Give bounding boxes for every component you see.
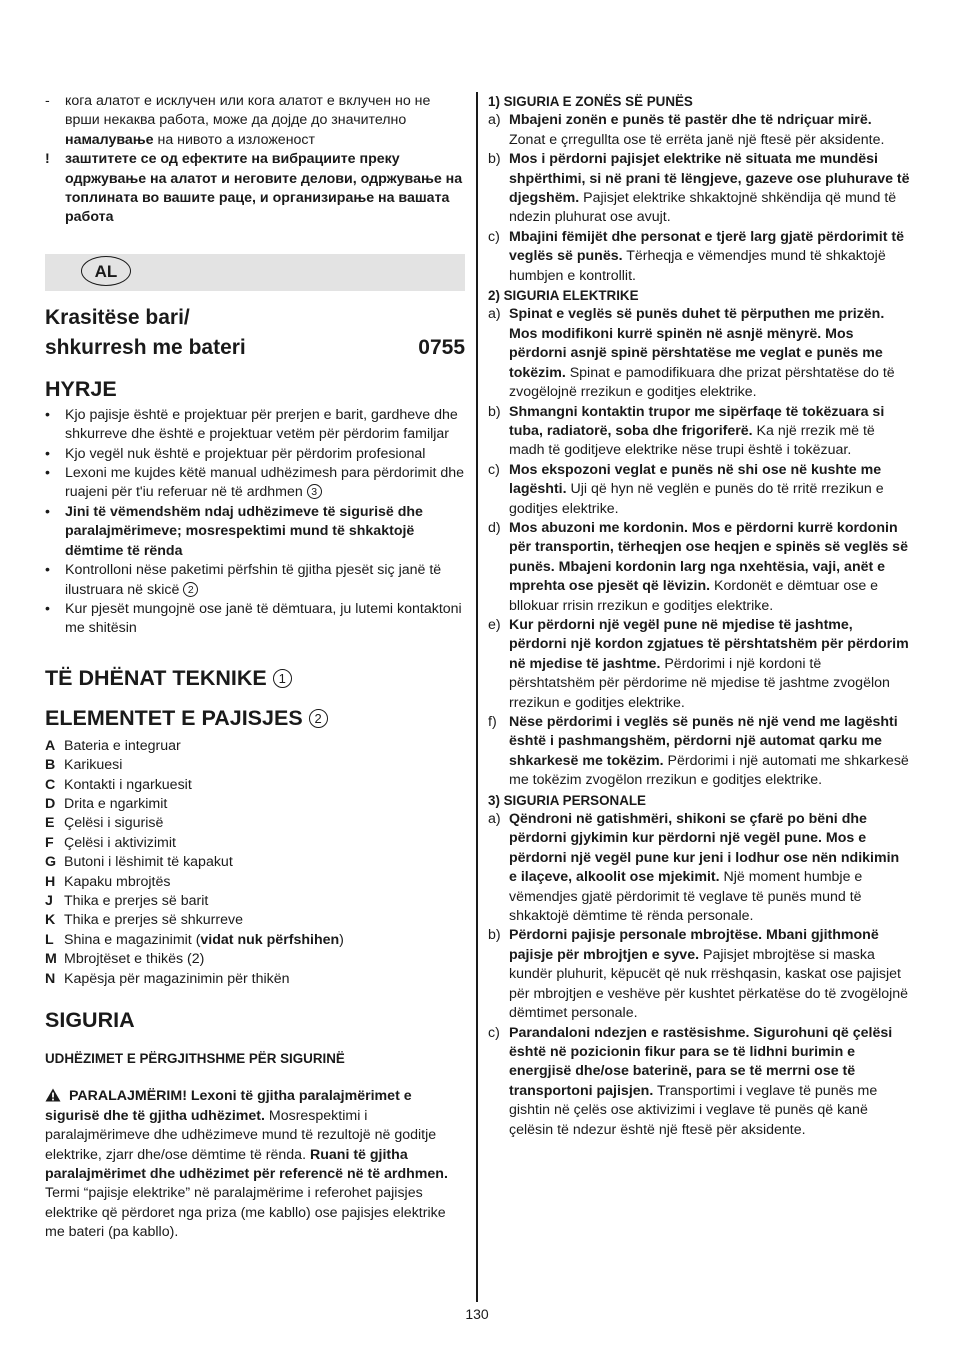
rule-item	[488, 111, 910, 150]
rule-label: e)	[488, 616, 501, 633]
rule-text: Mos abuzoni me kordonin. Mos e përdorni kurrë kordonin për transportin, tërheqjen ose heqjen e spinës së veglës së punës. Mbajeni kordonin larg nga nxehtësia, vaji, anët e mprehta ose pjesët që lëvizin. Kordonët e dëmtuar ose e bllokuar rrisin rrezikun e goditjes elektrike.	[509, 519, 908, 614]
element-list-item	[45, 970, 465, 989]
rule-label: c)	[488, 228, 500, 245]
element-label: Karikuesi	[64, 757, 123, 774]
safety-subheading: UDHËZIMET E PËRGJITHSHME PËR SIGURINË	[45, 1051, 345, 1066]
elements-list	[45, 737, 465, 989]
bullet-marker: •	[45, 562, 50, 579]
intro-bullet-item	[45, 561, 465, 600]
product-model-number: 0755	[418, 335, 465, 359]
language-badge: AL	[81, 256, 131, 286]
section-heading-intro: HYRJE	[45, 376, 117, 401]
figure-ref-badge: 2	[309, 709, 328, 728]
element-label: Bateria e integruar	[64, 737, 181, 754]
section-heading-elements: ELEMENTET E PAJISJES 2	[45, 703, 465, 733]
rule-label: a)	[488, 112, 501, 129]
intro-bullet-item	[45, 406, 465, 445]
rules-section-heading: 1) SIGURIA E ZONËS SË PUNËS	[488, 94, 693, 109]
rule-item	[488, 713, 910, 791]
rule-text: Mbajini fëmijët dhe personat e tjerë larg gjatë përdorimit të veglës së punës. Tërheqja e vëmendjes mund të shkaktojë humbjen e kontrollit.	[509, 228, 904, 284]
rule-label: c)	[488, 1024, 500, 1041]
rule-item	[488, 150, 910, 228]
figure-ref-badge: 3	[307, 484, 322, 499]
rule-item	[488, 810, 910, 926]
element-label: Kontakti i ngarkuesit	[64, 776, 192, 793]
rule-text: Qëndroni në gatishmëri, shikoni se çfarë po bëni dhe përdorni gjykimin kur përdorni një vegël pune. Mos e përdorni një vegël pune kur jeni i lodhur ose nën ndikimin e ilaçeve, alkoolit ose mjekimit. Një moment humbje e vëmendjes gjatë përdorimit të veglave të punës mund të shkaktojë dëmtime të rënda personale.	[509, 811, 900, 925]
element-list-item	[45, 737, 465, 756]
language-bar	[45, 254, 465, 291]
element-list-item	[45, 950, 465, 969]
element-key: F	[45, 834, 54, 851]
element-list-item	[45, 873, 465, 892]
element-list-item	[45, 911, 465, 930]
element-list-item	[45, 795, 465, 814]
product-title	[45, 303, 465, 363]
figure-ref-badge: 1	[273, 669, 292, 688]
element-label: Shina e magazinimit (vidat nuk përfshihen)	[64, 931, 344, 948]
left-column	[45, 92, 465, 1243]
intro-bullet-item	[45, 600, 465, 639]
vibration-excl-item	[45, 150, 465, 228]
page-number: 130	[465, 1306, 489, 1322]
rules-section-heading: 3) SIGURIA PERSONALE	[488, 792, 646, 808]
intro-item-text: Kjo pajisje është e projektuar për prerjen e barit, gardheve dhe shkurreve dhe është e projektuar vetëm për përdorim familjar	[65, 406, 458, 443]
element-key: D	[45, 795, 56, 812]
intro-item-text: Kur pjesët mungojnë ose janë të dëmtuara, ju lutemi kontaktoni me shitësin	[65, 600, 462, 637]
element-list-item	[45, 814, 465, 833]
product-title-line2: shkurresh me bateri	[45, 335, 246, 359]
vibration-dash-item	[45, 92, 465, 150]
rule-text: Parandaloni ndezjen e rastësishme. Sigurohuni që çelësi është në pozicionin fikur para se të lidhni burimin e energjisë dhe/ose baterinë, para se të merrni ose të transportoni pajisjen. Transportimi i veglave të punës me gishtin në çelës ose aktivizimi i veglave të punës që kanë çelësin të ndezur është një ftesë për aksidente.	[509, 1024, 893, 1138]
element-list-item	[45, 931, 465, 950]
figure-ref-badge: 2	[183, 582, 198, 597]
element-list-item	[45, 892, 465, 911]
bullet-marker: •	[45, 406, 50, 423]
element-list-item	[45, 776, 465, 795]
rule-item	[488, 926, 910, 1023]
rule-item	[488, 1024, 910, 1140]
element-key: B	[45, 757, 56, 774]
excl-item-text: заштитете се од ефектите на вибрациите преку одржување на алатот и неговите делови, одржување на топлината во вашите раце, и организирање на вашата работа	[65, 151, 463, 226]
rule-text: Mos i përdorni pajisjet elektrike në situata me mundësi shpërthimi, si në prani të lëngjeve, gazeve ose pluhurave të djegshëm. Pajisjet elektrike shkaktojnë shkëndija që mund të ndezin pluhurat ose avujt.	[509, 151, 910, 226]
rule-text: Mbajeni zonën e punës të pastër dhe të ndriçuar mirë. Zonat e çrregullta ose të errëta janë një ftesë për aksidente.	[509, 112, 885, 148]
element-label: Thika e prerjes së barit	[64, 892, 209, 909]
rule-label: c)	[488, 461, 500, 478]
element-key: C	[45, 776, 56, 793]
rule-text: Nëse përdorimi i veglës së punës në një vend me lagështi është i pashmangshëm, përdorni një automat qarku me shkarkesë me tokëzim. Përdorimi i një automati me shkarkesë me tokëzim zvogëlon rrezikun e goditjes elektrike.	[509, 714, 909, 789]
element-key: M	[45, 951, 57, 968]
element-key: J	[45, 892, 53, 909]
intro-item-text: Lexoni me kujdes këtë manual udhëzimesh para përdorimit dhe ruajeni për t'iu referuar në të ardhmen 3	[65, 465, 465, 501]
dash-marker: -	[45, 93, 50, 109]
element-key: H	[45, 873, 56, 890]
product-title-line1: Krasitëse bari/	[45, 305, 190, 329]
dash-item-text: кога алатот е исклучен или кога алатот е вклучен но не врши некаква работа, може да дојде до значително намалување на нивото а изложеност	[65, 93, 431, 148]
element-key: K	[45, 912, 56, 929]
rule-text: Kur përdorni një vegël pune në mjedise të jashtme, përdorni një kordon zgjatues të përshtatshëm për përdorim në mjedise të jashtme. Përdorimi i një kordoni të përshtatshëm për përdorime në mjedise të jashtme zvogëlon rrezikun e goditjes elektrike.	[509, 616, 909, 711]
element-list-item	[45, 756, 465, 775]
intro-bullet-item	[45, 445, 465, 464]
element-label: Butoni i lëshimit të kapakut	[64, 854, 233, 871]
intro-bullet-item	[45, 464, 465, 503]
rule-label: b)	[488, 403, 501, 420]
element-list-item	[45, 834, 465, 853]
bullet-marker: •	[45, 600, 50, 617]
right-column	[488, 92, 910, 1140]
rule-item	[488, 461, 910, 519]
rule-item	[488, 519, 910, 616]
rule-label: b)	[488, 927, 501, 944]
rule-item	[488, 228, 910, 286]
element-label: Çelësi i sigurisë	[64, 815, 164, 832]
section-heading-safety: SIGURIA	[45, 1008, 135, 1032]
element-label: Kapësja për magazinimin për thikën	[64, 970, 290, 987]
intro-bullet-item	[45, 503, 465, 561]
rule-item	[488, 305, 910, 402]
rule-label: b)	[488, 151, 501, 168]
warning-triangle-icon	[45, 1088, 61, 1102]
element-key: G	[45, 854, 57, 871]
rule-label: d)	[488, 519, 501, 536]
bullet-marker: •	[45, 445, 50, 462]
section-heading-tech: TË DHËNAT TEKNIKE 1	[45, 663, 465, 693]
intro-item-text: Kontrolloni nëse paketimi përfshin të gjitha pjesët siç janë të ilustruara në skicë 2	[65, 562, 442, 598]
element-key: A	[45, 737, 56, 754]
bullet-marker: •	[45, 503, 50, 520]
rule-label: a)	[488, 306, 501, 323]
intro-bullet-list	[45, 406, 465, 639]
intro-item-text: Kjo vegël nuk është e projektuar për përdorim profesional	[65, 445, 426, 462]
rule-text: Spinat e veglës së punës duhet të përputhen me prizën. Mos modifikoni kurrë spinën në asnjë mënyrë. Mos përdorni asnjë spinë përshtatëse me veglat e punës me tokëzim. Spinat e pamodifikuara dhe prizat përshtatëse do të zvogëlojnë rrezikun e goditjes elektrike.	[509, 306, 895, 401]
element-label: Kapaku mbrojtës	[64, 873, 171, 890]
safety-warning-paragraph: PARALAJMËRIM! Lexoni të gjitha paralajmërimet e sigurisë dhe të gjitha udhëzimet. Mosrespektimi i paralajmërimeve dhe udhëzimeve mund të rezultojë në goditje elektrike, zjarr dhe/ose dëmtime të rënda. Ruani të gjitha paralajmërimet dhe udhëzimet për referencë në të ardhmen. Termi “pajisje elektrike” në paralajmërime i referohet pajisjes elektrike që përdoret nga priza (me kabllo) ose pajisjes elektrike me bateri (pa kabllo).	[45, 1088, 448, 1241]
bullet-marker: •	[45, 465, 50, 482]
column-divider	[476, 92, 478, 1302]
element-list-item	[45, 853, 465, 872]
element-label: Çelësi i aktivizimit	[64, 834, 176, 851]
element-label: Drita e ngarkimit	[64, 795, 168, 812]
rule-text: Mos ekspozoni veglat e punës në shi ose në kushte me lagështi. Uji që hyn në veglën e punës do të rritë rrezikun e goditjes elektrike.	[509, 461, 884, 517]
rule-label: a)	[488, 811, 501, 828]
rule-item	[488, 616, 910, 713]
element-label: Thika e prerjes së shkurreve	[64, 912, 243, 929]
exclamation-marker: !	[45, 151, 50, 168]
element-key: E	[45, 815, 55, 832]
rule-item	[488, 403, 910, 461]
intro-item-text: Jini të vëmendshëm ndaj udhëzimeve të sigurisë dhe paralajmërimeve; mosrespektimi mund të shkaktojë dëmtime të rënda	[65, 503, 423, 559]
rule-text: Përdorni pajisje personale mbrojtëse. Mbani gjithmonë pajisje për mbrojtjen e syve. Pajisjet mbrojtëse si maska kundër pluhurit, këpucët që nuk rrëshqasin, kaskat ose pajisjet për mbrojtjen e veshëve për kushtet përkatëse do të zvogëlojnë dëmtimet personale.	[509, 927, 909, 1022]
element-key: L	[45, 931, 54, 948]
rule-text: Shmangni kontaktin trupor me sipërfaqe të tokëzuara si tuba, radiatorë, soba dhe frigoriferë. Ka një rrezik më të madh të goditjeve elektrike nëse trupi është i tokëzuar.	[509, 403, 885, 459]
rule-label: f)	[488, 714, 497, 730]
element-key: N	[45, 970, 56, 987]
element-label: Mbrojtëset e thikës (2)	[64, 951, 205, 968]
rules-section-heading: 2) SIGURIA ELEKTRIKE	[488, 288, 639, 304]
